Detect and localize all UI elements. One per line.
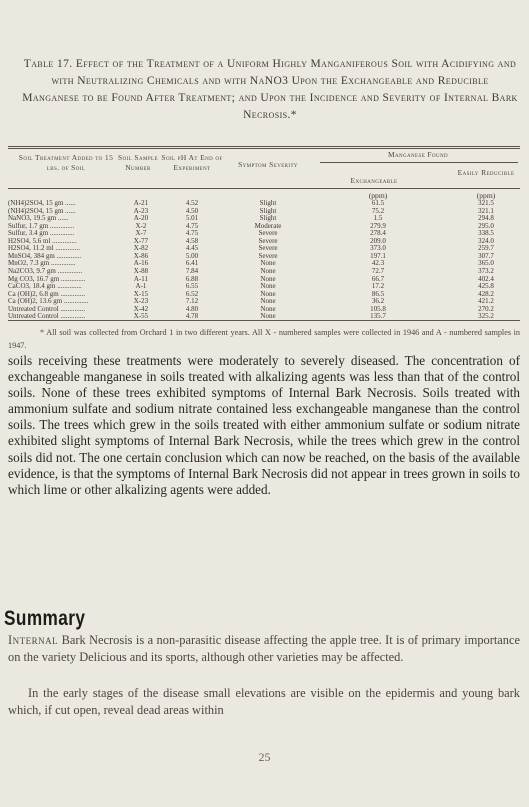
table-cell-severity: None <box>260 297 276 306</box>
table-cell-ph: 6.88 <box>185 274 199 283</box>
table-cell-ph: 5.01 <box>185 214 199 223</box>
table-cell-exchangeable: 42.3 <box>371 259 385 268</box>
table-cell-severity: None <box>260 282 276 291</box>
manganese-rule <box>320 162 518 163</box>
table-cell-sample: A-20 <box>133 214 149 223</box>
table-cell-sample: X-82 <box>133 244 149 253</box>
summary-heading: Summary <box>4 607 86 630</box>
table-bottom-rule <box>8 320 520 321</box>
summary-lead-word: Internal <box>8 633 59 647</box>
table-cell-treatment: MnO2, 7.3 gm .............. <box>8 259 76 268</box>
table-cell-sample: X-15 <box>133 289 149 298</box>
table-cell-reducible: 338.5 <box>478 229 494 238</box>
table-cell-sample: X-42 <box>133 304 149 313</box>
table-cell-treatment: NaNO3, 19.5 gm ...... <box>8 214 69 223</box>
table-cell-exchangeable: 61.5 <box>371 199 385 207</box>
table-top-rule <box>8 146 520 147</box>
unit-reducible: (ppm) <box>476 191 496 200</box>
table-cell-severity: Slight <box>259 199 277 207</box>
table-cell-severity: None <box>260 259 276 268</box>
table-cell-treatment: CaCO3, 18.4 gm .............. <box>8 282 82 291</box>
table-cell-treatment: (NH4)2SO4, 15 gm ...... <box>8 199 76 207</box>
table-cell-exchangeable: 1.5 <box>373 214 383 223</box>
header-treatment: Soil Treatment Added to 15 lbs. of Soil <box>18 153 114 172</box>
table-cell-reducible: 421.2 <box>478 297 494 306</box>
table-cell-reducible: 325.2 <box>478 312 494 321</box>
table-top-rule-2 <box>8 148 520 149</box>
table-cell-reducible: 324.0 <box>478 236 494 245</box>
table-cell-sample: A-16 <box>133 259 149 268</box>
table-cell-reducible: 425.8 <box>478 282 494 291</box>
table-cell-reducible: 373.2 <box>478 266 494 275</box>
table-cell-severity: None <box>260 266 276 275</box>
table-cell-severity: Slight <box>259 206 277 215</box>
table-cell-exchangeable: 197.1 <box>370 251 386 260</box>
table-cell-treatment: Untreated Control .............. <box>8 312 85 321</box>
table-cell-sample: A-1 <box>135 282 147 291</box>
table-cell-ph: 4.80 <box>185 304 199 313</box>
table-cell-treatment: Untreated Control .............. <box>8 304 85 313</box>
summary-paragraph-1 <box>8 632 520 666</box>
table-cell-reducible: 321.5 <box>478 199 494 207</box>
table-cell-severity: Moderate <box>254 221 282 230</box>
header-manganese: Manganese Found <box>387 150 449 159</box>
table-cell-exchangeable: 279.9 <box>370 221 386 230</box>
table-cell-treatment: Ca (OH)2, 13.6 gm .............. <box>8 297 89 306</box>
table-cell-reducible: 365.0 <box>478 259 494 268</box>
table-cell-sample: A-21 <box>133 199 149 207</box>
table-cell-ph: 4.52 <box>185 199 199 207</box>
table-cell-severity: None <box>260 289 276 298</box>
table-cell-sample: A-11 <box>133 274 149 283</box>
table-cell-exchangeable: 135.7 <box>370 312 386 321</box>
table-cell-exchangeable: 105.8 <box>370 304 386 313</box>
table-cell-treatment: MnSO4, 384 gm .............. <box>8 251 82 260</box>
table-cell-sample: X-7 <box>135 229 147 238</box>
header-sample: Soil Sample Number <box>118 153 158 172</box>
table-cell-ph: 5.00 <box>185 251 199 260</box>
table-cell-reducible: 294.8 <box>478 214 494 223</box>
table-cell-sample: X-86 <box>133 251 149 260</box>
table-cell-treatment: (NH4)2SO4, 15 gm ...... <box>8 206 76 215</box>
table-cell-sample: X-55 <box>133 312 149 321</box>
table-cell-sample: X-88 <box>133 266 149 275</box>
table-cell-sample: A-23 <box>133 206 149 215</box>
table-cell-severity: None <box>260 304 276 313</box>
table-cell-reducible: 295.0 <box>478 221 494 230</box>
summary-paragraph-2: In the early stages of the disease small elevations are visible on the epidermis and young bark which, if cut open, reveal dead areas within <box>8 686 520 717</box>
table-cell-exchangeable: 278.4 <box>370 229 386 238</box>
table-cell-ph: 6.55 <box>185 282 199 291</box>
table-cell-reducible: 270.2 <box>478 304 494 313</box>
table-cell-ph: 4.58 <box>185 236 199 245</box>
table-cell-sample: X-2 <box>135 221 147 230</box>
table-cell-treatment: H2SO4, 5.6 ml .............. <box>8 236 77 245</box>
table-caption: Table 17. Effect of the Treatment of a Uniform Highly Manganiferous Soil with Acidifying and with Neutralizing Chemicals and with NaNO3 Upon the Exchangeable and Reducible Manganese to be Found After Treatment; and Upon the Incidence and Severity of Internal Bark Necrosis.* <box>22 58 518 121</box>
table-cell-treatment: Mg CO3, 16.7 gm .............. <box>8 274 86 283</box>
table-cell-exchangeable: 75.2 <box>371 206 385 215</box>
table-cell-reducible: 307.7 <box>478 251 494 260</box>
page-number: 25 <box>258 750 271 764</box>
table-cell-reducible: 259.7 <box>478 244 494 253</box>
table-footnote: * All soil was collected from Orchard 1 in two different years. All X - numbered samples were collected in 1946 and A - numbered samples in 1947. <box>8 328 520 350</box>
table-cell-treatment: H2SO4, 11.2 ml .............. <box>8 244 80 253</box>
header-ph: Soil pH At End of Experiment <box>161 153 223 172</box>
table-cell-exchangeable: 36.2 <box>371 297 385 306</box>
table-cell-ph: 4.45 <box>185 244 199 253</box>
header-exchangeable: Exchangeable <box>350 176 398 185</box>
table-cell-severity: Severe <box>258 229 278 238</box>
table-cell-treatment: Na2CO3, 9.7 gm .............. <box>8 266 83 275</box>
table-cell-severity: Slight <box>259 214 277 223</box>
table-cell-ph: 4.78 <box>185 312 199 321</box>
table-cell-reducible: 321.1 <box>478 206 494 215</box>
table-cell-severity: None <box>260 312 276 321</box>
table-cell-exchangeable: 66.7 <box>371 274 385 283</box>
table-cell-severity: Severe <box>258 251 278 260</box>
body-paragraph: soils receiving these treatments were moderately to severely diseased. The concentration of exchangeable manganese in soils treated with alkalizing agents was less than that of the control soils. None of these trees exhibited symptoms of Internal Bark Necrosis. Soils treated with ammonium sulfate and sodium nitrate contained less exchangeable manganese than the control soils. The trees which grew in the soils treated with either ammonium sulfate or sodium nitrate exhibited slight symptoms of Internal Bark Necrosis, while the trees which grew in the control soils did not. The one certain conclusion which can now be reached, on the basis of the available evidence, is that the symptoms of Internal Bark Necrosis did not appear in trees grown in soils to which lime or other alkalizing agents were added. <box>8 353 520 497</box>
table-cell-ph: 4.75 <box>185 229 199 238</box>
summary-paragraph-1-text: Bark Necrosis is a non-parasitic disease affecting the apple tree. It is of primary importance on the variety Delicious and its sports, although other varieties may be affected. <box>8 633 520 664</box>
table-cell-exchangeable: 72.7 <box>371 266 385 275</box>
table-cell-sample: X-23 <box>133 297 149 306</box>
table-cell-ph: 7.12 <box>185 297 199 306</box>
table-cell-treatment: Sulfur, 3.4 gm .............. <box>8 229 75 238</box>
table-cell-exchangeable: 86.5 <box>371 289 385 298</box>
table-cell-severity: Severe <box>258 244 278 253</box>
table-cell-reducible: 402.4 <box>478 274 494 283</box>
table-cell-treatment: Ca (OH)2, 6.8 gm .............. <box>8 289 85 298</box>
table-cell-ph: 4.75 <box>185 221 199 230</box>
table-cell-exchangeable: 373.0 <box>370 244 386 253</box>
table-cell-treatment: Sulfur, 1.7 gm .............. <box>8 221 75 230</box>
table-cell-severity: None <box>260 274 276 283</box>
table-cell-exchangeable: 209.0 <box>370 236 386 245</box>
table-cell-ph: 7.84 <box>185 266 199 275</box>
header-bottom-rule <box>8 188 520 189</box>
table-cell-severity: Severe <box>258 236 278 245</box>
header-severity: Symptom Severity <box>238 160 298 169</box>
table-cell-ph: 6.41 <box>185 259 199 268</box>
unit-exchangeable: (ppm) <box>368 191 388 200</box>
table-cell-ph: 4.50 <box>185 206 199 215</box>
table-cell-reducible: 428.2 <box>478 289 494 298</box>
table-cell-exchangeable: 17.2 <box>371 282 385 291</box>
table-cell-sample: X-77 <box>133 236 149 245</box>
table-cell-ph: 6.52 <box>185 289 199 298</box>
header-easily-reducible: Easily Reducible <box>457 168 515 177</box>
